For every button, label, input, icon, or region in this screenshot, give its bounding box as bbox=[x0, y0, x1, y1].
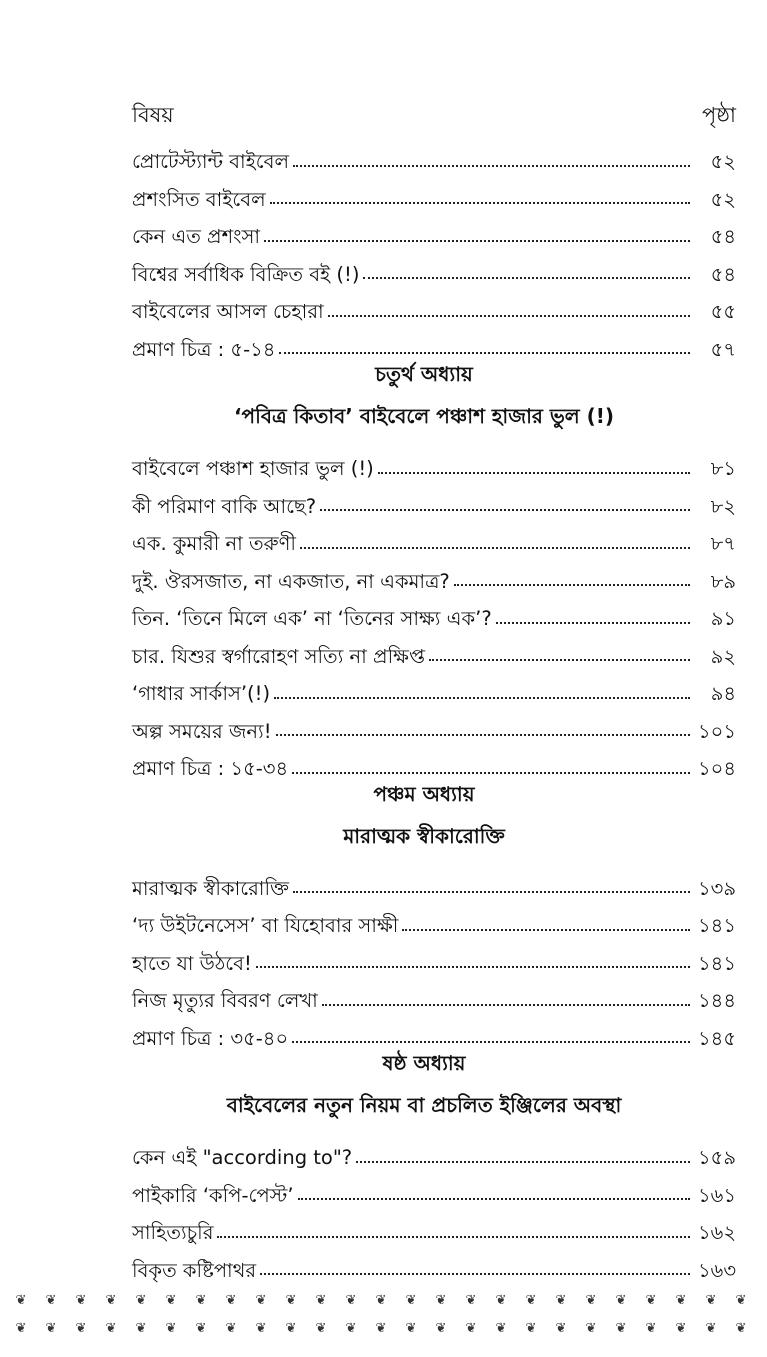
toc-entry bbox=[132, 247, 736, 285]
toc-entry-title: ‘দ্য উইটনেসেস’ বা যিহোবার সাক্ষী bbox=[132, 914, 399, 937]
toc-entry-title: কেন এত প্রশংসা bbox=[132, 225, 261, 248]
ornament-icon: ❦ bbox=[195, 1321, 207, 1336]
toc-entry-page: ১৪১ bbox=[698, 951, 736, 975]
ornament-icon: ❦ bbox=[345, 1321, 357, 1336]
toc-entry bbox=[132, 554, 736, 592]
ornament-icon: ❦ bbox=[165, 1293, 177, 1308]
toc-entry-title: কী পরিমাণ বাকি আছে? bbox=[132, 494, 317, 518]
toc-entry bbox=[132, 322, 736, 360]
toc-entry bbox=[132, 209, 736, 247]
toc-entry-page: ১৪১ bbox=[698, 914, 736, 937]
toc-entry-title: অল্প সময়ের জন্য! bbox=[132, 719, 272, 743]
toc-entry-page: ১০১ bbox=[698, 719, 736, 743]
dot-leader bbox=[292, 772, 690, 774]
dot-leader bbox=[279, 352, 690, 354]
toc-entry bbox=[132, 973, 736, 1011]
dot-leader bbox=[274, 697, 690, 699]
toc-entry-title: প্রোটেস্ট্যান্ট বাইবেল bbox=[132, 150, 290, 173]
toc-entry bbox=[132, 704, 736, 742]
decorative-border bbox=[6, 1290, 761, 1340]
toc-entry-title: প্রশংসিত বাইবেল bbox=[132, 187, 266, 211]
ornament-icon: ❦ bbox=[225, 1293, 237, 1308]
dot-leader bbox=[496, 622, 690, 624]
ornament-icon: ❦ bbox=[675, 1293, 687, 1308]
dot-leader bbox=[356, 1161, 690, 1163]
toc-entry bbox=[132, 134, 736, 172]
toc-entry-page: ৫২ bbox=[710, 187, 736, 211]
chapter-title: মারাত্মক স্বীকারোক্তি bbox=[343, 823, 505, 848]
dot-leader bbox=[322, 1004, 690, 1006]
ornament-icon: ❦ bbox=[645, 1321, 657, 1336]
ornament-icon: ❦ bbox=[225, 1321, 237, 1336]
ornament-icon: ❦ bbox=[465, 1293, 477, 1308]
dot-leader bbox=[276, 734, 690, 736]
toc-entry-page: ৯২ bbox=[710, 644, 736, 668]
toc-entry-title: কেন এই "according to"? bbox=[132, 1146, 353, 1169]
toc-entry bbox=[132, 1130, 736, 1168]
chapter-heading: ষষ্ঠ অধ্যায় bbox=[382, 1051, 466, 1075]
toc-entry-page: ১৫৯ bbox=[698, 1146, 736, 1169]
toc-entry-page: ১৪৪ bbox=[698, 989, 736, 1012]
ornament-icon: ❦ bbox=[405, 1321, 417, 1336]
dot-leader bbox=[256, 966, 690, 968]
toc-entry-page: ৫২ bbox=[710, 150, 736, 173]
toc-entry-title: হাতে যা উঠবে! bbox=[132, 951, 252, 975]
toc-entry-page: ৯১ bbox=[710, 607, 736, 630]
dot-leader bbox=[217, 1236, 690, 1238]
toc-entry-title: ‘গাধার সার্কাস’(!) bbox=[132, 682, 271, 705]
toc-entry-title: প্রমাণ চিত্র : ৫-১৪ bbox=[132, 337, 276, 361]
toc-entry bbox=[132, 441, 736, 479]
ornament-icon: ❦ bbox=[495, 1321, 507, 1336]
toc-entry-page: ১৬১ bbox=[698, 1183, 736, 1207]
toc-entry bbox=[132, 1205, 736, 1243]
dot-leader bbox=[328, 315, 690, 317]
toc-entry-page: ১৩৯ bbox=[698, 876, 736, 900]
ornament-icon: ❦ bbox=[105, 1293, 117, 1308]
toc-entry-title: বিকৃত কষ্টিপাথর bbox=[132, 1258, 257, 1282]
ornament-icon: ❦ bbox=[165, 1321, 177, 1336]
toc-entry-page: ১৪৫ bbox=[698, 1026, 736, 1050]
toc-entry-title: বাইবেলের আসল চেহারা bbox=[132, 300, 324, 323]
toc-entry-page: ৮২ bbox=[710, 494, 736, 518]
toc-section-chapter-6 bbox=[132, 1130, 736, 1280]
toc-entry bbox=[132, 861, 736, 899]
dot-leader bbox=[429, 659, 690, 661]
toc-entry-page: ৫৫ bbox=[710, 300, 736, 323]
ornament-icon: ❦ bbox=[45, 1321, 57, 1336]
ornament-icon: ❦ bbox=[75, 1321, 87, 1336]
ornament-icon: ❦ bbox=[615, 1293, 627, 1308]
toc-entry bbox=[132, 591, 736, 629]
toc-entry-title: চার. যিশুর স্বর্গারোহণ সত্যি না প্রক্ষিপ্ত bbox=[132, 644, 425, 668]
ornament-icon: ❦ bbox=[525, 1293, 537, 1308]
toc-entry bbox=[132, 1011, 736, 1049]
toc-entry-page: ১০৪ bbox=[698, 757, 736, 780]
dot-leader bbox=[293, 891, 690, 893]
ornament-icon: ❦ bbox=[555, 1321, 567, 1336]
dot-leader bbox=[363, 277, 690, 279]
ornament-icon: ❦ bbox=[105, 1321, 117, 1336]
ornament-icon: ❦ bbox=[375, 1293, 387, 1308]
toc-entry bbox=[132, 898, 736, 936]
chapter-heading: চতুর্থ অধ্যায় bbox=[375, 362, 473, 386]
toc-entry-title: বাইবেলে পঞ্চাশ হাজার ভুল (!) bbox=[132, 457, 374, 480]
toc-entry bbox=[132, 1243, 736, 1281]
ornament-icon: ❦ bbox=[375, 1321, 387, 1336]
ornament-icon: ❦ bbox=[555, 1293, 567, 1308]
toc-entry-title: সাহিত্যচুরি bbox=[132, 1221, 214, 1244]
toc-entry-page: ৮৯ bbox=[710, 569, 736, 593]
dot-leader bbox=[378, 472, 690, 474]
dot-leader bbox=[320, 509, 690, 511]
ornament-icon: ❦ bbox=[15, 1321, 27, 1336]
ornament-icon: ❦ bbox=[15, 1293, 27, 1308]
toc-entry-page: ১৬৩ bbox=[697, 1258, 736, 1282]
ornament-icon: ❦ bbox=[255, 1293, 267, 1308]
ornament-icon: ❦ bbox=[285, 1293, 297, 1308]
ornament-icon: ❦ bbox=[45, 1293, 57, 1308]
ornament-icon: ❦ bbox=[345, 1293, 357, 1308]
toc-entry-title: পাইকারি ‘কপি-পেস্ট’ bbox=[132, 1183, 294, 1207]
toc-entry-title: মারাত্মক স্বীকারোক্তি bbox=[132, 876, 289, 900]
ornament-icon: ❦ bbox=[705, 1321, 717, 1336]
ornament-icon: ❦ bbox=[435, 1321, 447, 1336]
toc-entry-page: ৫৪ bbox=[710, 225, 736, 248]
ornament-icon: ❦ bbox=[645, 1293, 657, 1308]
toc-section-chapter-4 bbox=[132, 441, 736, 779]
ornament-icon: ❦ bbox=[195, 1293, 207, 1308]
page-column-label: পৃষ্ঠা bbox=[701, 103, 736, 127]
ornament-icon: ❦ bbox=[495, 1293, 507, 1308]
toc-entry-page: ৫৭ bbox=[710, 337, 736, 361]
ornament-icon: ❦ bbox=[135, 1321, 147, 1336]
toc-entry bbox=[132, 666, 736, 704]
dot-leader bbox=[293, 165, 690, 167]
ornament-icon: ❦ bbox=[675, 1321, 687, 1336]
toc-entry-title: প্রমাণ চিত্র : ৩৫-৪০ bbox=[132, 1026, 289, 1050]
toc-entry bbox=[132, 936, 736, 974]
chapter-title: ‘পবিত্র কিতাব’ বাইবেলে পঞ্চাশ হাজার ভুল (!) bbox=[233, 404, 615, 428]
toc-entry bbox=[132, 741, 736, 779]
toc-section-chapter-5 bbox=[132, 861, 736, 1049]
dot-leader bbox=[402, 929, 690, 931]
ornament-icon: ❦ bbox=[585, 1321, 597, 1336]
ornament-icon: ❦ bbox=[255, 1321, 267, 1336]
toc-entry-title: এক. কুমারী না তরুণী bbox=[132, 532, 296, 555]
toc-entry-page: ৫৪ bbox=[710, 262, 736, 286]
table-of-contents bbox=[132, 100, 736, 1280]
toc-entry bbox=[132, 479, 736, 517]
dot-leader bbox=[264, 240, 690, 242]
ornament-icon: ❦ bbox=[525, 1321, 537, 1336]
toc-entry bbox=[132, 284, 736, 322]
toc-entry-title: তিন. ‘তিনে মিলে এক’ না ‘তিনের সাক্ষ্য এক’? bbox=[132, 607, 492, 630]
toc-entry bbox=[132, 1168, 736, 1206]
toc-entry-title: প্রমাণ চিত্র : ১৫-৩৪ bbox=[132, 757, 289, 780]
ornament-icon: ❦ bbox=[135, 1293, 147, 1308]
toc-entry bbox=[132, 516, 736, 554]
dot-leader bbox=[260, 1273, 690, 1275]
toc-entry-title: দুই. ঔরসজাত, না একজাত, না একমাত্র? bbox=[132, 569, 450, 593]
ornament-icon: ❦ bbox=[285, 1321, 297, 1336]
toc-entry-page: ৮১ bbox=[710, 457, 736, 480]
ornament-icon: ❦ bbox=[615, 1321, 627, 1336]
toc-entry-title: বিশ্বের সর্বাধিক বিক্রিত বই (!) bbox=[132, 262, 360, 286]
ornament-icon: ❦ bbox=[735, 1321, 747, 1336]
ornament-icon: ❦ bbox=[465, 1321, 477, 1336]
toc-entry bbox=[132, 172, 736, 210]
toc-entry-title: নিজ মৃত্যুর বিবরণ লেখা bbox=[132, 989, 318, 1012]
chapter-title: বাইবেলের নতুন নিয়ম বা প্রচলিত ইঞ্জিলের অবস্থা bbox=[226, 1093, 622, 1117]
ornament-icon: ❦ bbox=[75, 1293, 87, 1308]
ornament-icon: ❦ bbox=[705, 1293, 717, 1308]
ornament-icon: ❦ bbox=[405, 1293, 417, 1308]
toc-header bbox=[132, 100, 736, 134]
subject-column-label: বিষয় bbox=[132, 103, 174, 127]
toc-section-1 bbox=[132, 134, 736, 359]
dot-leader bbox=[300, 547, 690, 549]
toc-entry-page: ১৬২ bbox=[697, 1221, 736, 1244]
ornament-icon: ❦ bbox=[315, 1293, 327, 1308]
dot-leader bbox=[292, 1041, 690, 1043]
ornament-icon: ❦ bbox=[435, 1293, 447, 1308]
toc-entry-page: ৮৭ bbox=[710, 532, 736, 555]
ornament-icon: ❦ bbox=[735, 1293, 747, 1308]
toc-entry-page: ৯৪ bbox=[710, 682, 736, 705]
dot-leader bbox=[454, 584, 690, 586]
chapter-heading: পঞ্চম অধ্যায় bbox=[373, 781, 475, 806]
toc-entry bbox=[132, 629, 736, 667]
ornament-icon: ❦ bbox=[585, 1293, 597, 1308]
dot-leader bbox=[270, 202, 690, 204]
ornament-icon: ❦ bbox=[315, 1321, 327, 1336]
dot-leader bbox=[298, 1198, 690, 1200]
